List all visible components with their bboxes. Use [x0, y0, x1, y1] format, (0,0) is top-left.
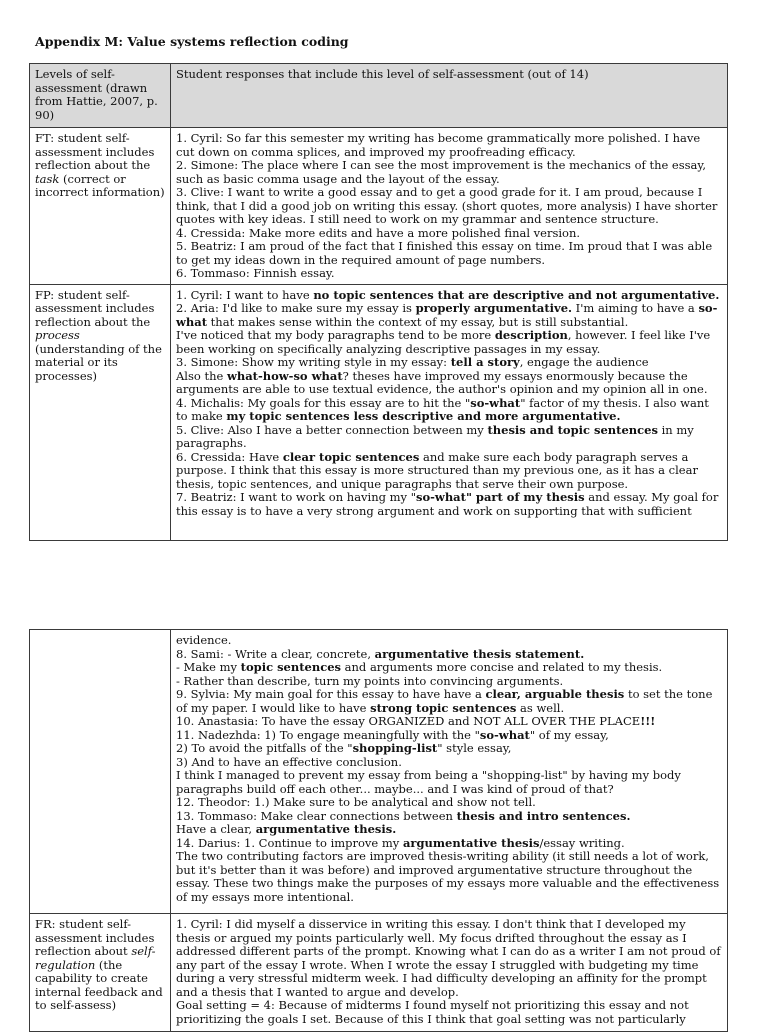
responses-cell: [171, 128, 728, 285]
emphasis-text: what-how-so what: [226, 368, 343, 383]
header-responses-cell: Student responses that include this level of self-assessment (out of 14): [171, 64, 728, 128]
text-segment: (the capability to create internal feedback and to self-assess): [35, 957, 163, 1012]
emphasis-text: thesis and intro sentences.: [456, 808, 631, 823]
response-line: [176, 397, 722, 424]
emphasis-text: no topic sentences that are descriptive and not argumentative.: [313, 287, 720, 302]
text-segment: 6. Cressida: Have: [176, 449, 283, 464]
response-line: [176, 132, 722, 159]
text-segment: I've noticed that my body paragraphs tend to be more: [176, 328, 495, 342]
emphasis-text: thesis and topic sentences: [487, 422, 658, 437]
text-segment: Have a clear,: [176, 822, 256, 836]
response-line: [176, 823, 722, 837]
text-segment: " style essay,: [437, 741, 512, 755]
response-line: [176, 999, 722, 1026]
text-segment: as well.: [516, 700, 565, 715]
response-line: [176, 451, 722, 492]
response-line: [176, 715, 722, 729]
response-line: [176, 675, 722, 689]
text-segment: 4. Cressida: Make more edits and have a more polished final version.: [176, 225, 581, 240]
text-segment: 13. Tommaso: Make clear connections between: [176, 808, 457, 823]
emphasis-text: my topic sentences less descriptive and more argumentative.: [226, 409, 621, 423]
text-segment: 1. Cyril: I want to have: [176, 287, 314, 302]
response-line: [176, 769, 722, 796]
emphasis-text: description: [494, 328, 568, 342]
text-segment: 4. Michalis: My goals for this essay are to hit the ": [176, 395, 471, 410]
table-row-fp-continued: [30, 630, 728, 914]
text-segment: and arguments more concise and related to my thesis.: [341, 660, 663, 674]
level-label-cell: [30, 128, 171, 285]
text-segment: (correct or incorrect information): [35, 171, 165, 199]
text-segment: that makes sense within the context of my essay, but is still substantial.: [207, 314, 629, 329]
table-row-fr: [30, 914, 728, 1032]
text-segment: 12. Theodor: 1.) Make sure to be analytical and show not tell.: [176, 795, 536, 809]
text-segment: and make sure each body paragraph serves a purpose. I think that this essay is more structured than my previous one, as it has a clear thesis, topic sentences, and unique paragraphs that serve their own purpose.: [176, 449, 698, 491]
response-line: [176, 370, 722, 397]
response-line: [176, 796, 722, 810]
table-header-row: [30, 64, 728, 128]
text-segment: 9. Sylvia: My main goal for this essay to have have a: [176, 687, 486, 701]
response-line: [176, 424, 722, 451]
header-levels-cell: Levels of self-assessment (drawn from Hattie, 2007, p. 90): [30, 64, 171, 128]
emphasis-text: !!!: [640, 714, 656, 728]
emphasis-text: clear, arguable thesis: [485, 687, 625, 701]
emphasis-text: so-what: [479, 727, 530, 742]
text-segment: 6. Tommaso: Finnish essay.: [176, 266, 335, 280]
response-line: [176, 634, 722, 648]
text-segment: " of my essay,: [529, 727, 609, 742]
level-label-cell: [30, 914, 171, 1032]
text-segment: 8. Sami: - Write a clear, concrete,: [176, 646, 375, 661]
italic-term: task: [35, 171, 60, 186]
response-line: [176, 289, 722, 303]
response-line: [176, 240, 722, 267]
table-row-fp: [30, 284, 728, 540]
table-row-ft: [30, 128, 728, 285]
emphasis-text: properly argumentative.: [415, 301, 573, 315]
response-line: [176, 850, 722, 904]
coding-table-part-2: [29, 629, 728, 1032]
text-segment: 1. Cyril: So far this semester my writing has become grammatically more polished. I have cut down on comma splices, and improved my proofreading efficacy.: [176, 131, 701, 159]
response-line: [176, 267, 722, 281]
text-segment: 5. Beatriz: I am proud of the fact that I finished this essay on time. Im proud that I was able to get my ideas down in the required amount of page numbers.: [176, 239, 713, 267]
italic-term: self-regulation: [35, 944, 156, 972]
text-segment: FR: student self-assessment includes reflection about: [35, 917, 155, 958]
response-line: [176, 491, 722, 518]
response-line: [176, 837, 722, 851]
response-line: [176, 756, 722, 770]
text-segment: Goal setting = 4: Because of midterms I found myself not prioritizing this essay and not prioritizing the goals I set. Because of this I think that goal setting was not particularly: [176, 998, 689, 1026]
text-segment: - Make my: [176, 660, 241, 674]
text-segment: (understanding of the material or its processes): [35, 341, 162, 383]
text-segment: , engage the audience: [519, 355, 649, 369]
text-segment: 3. Simone: Show my writing style in my essay:: [176, 355, 451, 369]
text-segment: 7. Beatriz: I want to work on having my ": [176, 490, 416, 504]
italic-term: process: [35, 328, 80, 342]
coding-table-part-1: [29, 63, 728, 541]
text-segment: in my paragraphs.: [176, 422, 694, 450]
text-segment: 14. Darius: 1. Continue to improve my: [176, 835, 403, 850]
emphasis-text: so-what: [470, 395, 521, 410]
text-segment: 10. Anastasia: To have the essay ORGANIZED and NOT ALL OVER THE PLACE: [176, 714, 641, 728]
text-segment: 1. Cyril: I did myself a disservice in writing this essay. I don't think that I developed my thesis or argued my points particularly well. My focus drifted throughout the essay as I addressed different parts of the prompt. Knowing what I can do as a writer I am not proud of any part of the essay I wrote. When I wrote the essay I struggled with budgeting my time during a very stressful midterm week. I had difficulty developing an affinity for the prompt and a thesis that I wanted to argue and develop.: [176, 917, 721, 999]
text-segment: 2) To avoid the pitfalls of the ": [176, 741, 353, 755]
response-line: [176, 688, 722, 715]
text-segment: 3) And to have an effective conclusion.: [176, 754, 402, 769]
text-segment: 11. Nadezhda: 1) To engage meaningfully with the ": [176, 727, 480, 742]
text-segment: " factor of my thesis. I also want to make: [176, 395, 709, 423]
page-title: Appendix M: Value systems reflection coding: [35, 34, 349, 49]
text-segment: 2. Simone: The place where I can see the most improvement is the mechanics of the essay, such as basic comma usage and the layout of the essay.: [176, 158, 707, 186]
text-segment: FT: student self-assessment includes reflection about the: [35, 131, 155, 172]
text-segment: to set the tone of my paper. I would like to have: [176, 687, 713, 715]
text-segment: 5. Clive: Also I have a better connection between my: [176, 422, 488, 437]
emphasis-text: argumentative thesis: [402, 835, 540, 850]
text-segment: ? theses have improved my essays enormously because the arguments are able to use textual evidence, the author's opinion and my opinion all in one.: [176, 368, 708, 396]
response-line: [176, 159, 722, 186]
emphasis-text: argumentative thesis.: [255, 822, 397, 836]
level-label-cell: [30, 284, 171, 540]
text-segment: I think I managed to prevent my essay from being a "shopping-list" by having my body paragraphs build off each other... maybe... and I was kind of proud of that?: [176, 768, 681, 796]
text-segment: /essay writing.: [539, 835, 625, 850]
response-line: [176, 918, 722, 999]
response-line: [176, 661, 722, 675]
response-line: [176, 648, 722, 662]
responses-cell: [171, 284, 728, 540]
response-line: [176, 186, 722, 227]
emphasis-text: topic sentences: [240, 660, 342, 674]
text-segment: - Rather than describe, turn my points into convincing arguments.: [176, 673, 564, 688]
text-segment: and essay. My goal for this essay is to have a very strong argument and work on supporting that with sufficient: [176, 490, 719, 518]
text-segment: , however. I feel like I've been working on specifically analyzing descriptive passages in my essay.: [176, 328, 711, 356]
text-segment: I'm aiming to have a: [572, 301, 699, 315]
response-line: [176, 742, 722, 756]
text-segment: The two contributing factors are improved thesis-writing ability (it still needs a lot of work, but it's better than it was before) and improved argumentative structure throughout the essay. These two things make the purposes of my essays more valuable and the effectiveness of my essays more intentional.: [176, 849, 720, 904]
text-segment: evidence.: [176, 633, 232, 647]
emphasis-text: argumentative thesis statement.: [374, 646, 585, 661]
response-line: [176, 810, 722, 824]
response-line: [176, 302, 722, 329]
emphasis-text: clear topic sentences: [282, 449, 420, 464]
emphasis-text: so-what: [176, 301, 718, 329]
emphasis-text: so-what" part of my thesis: [416, 490, 585, 504]
text-segment: 2. Aria: I'd like to make sure my essay is: [176, 301, 416, 315]
text-segment: 3. Clive: I want to write a good essay and to get a good grade for it. I am proud, because I think, that I did a good job on writing this essay. (short quotes, more analysis) I have shorter quotes with key ideas. I still need to work on my grammar and sentence structure.: [176, 185, 718, 226]
text-segment: Also the: [176, 368, 227, 383]
emphasis-text: tell a story: [450, 355, 520, 369]
emphasis-text: shopping-list: [352, 741, 438, 755]
response-line: [176, 729, 722, 743]
text-segment: FP: student self-assessment includes reflection about the: [35, 287, 155, 329]
responses-cell: [171, 630, 728, 914]
response-line: [176, 329, 722, 356]
response-line: [176, 227, 722, 241]
response-line: [176, 356, 722, 370]
emphasis-text: strong topic sentences: [370, 700, 517, 715]
responses-cell: [171, 914, 728, 1032]
empty-label-cell: [30, 630, 171, 914]
